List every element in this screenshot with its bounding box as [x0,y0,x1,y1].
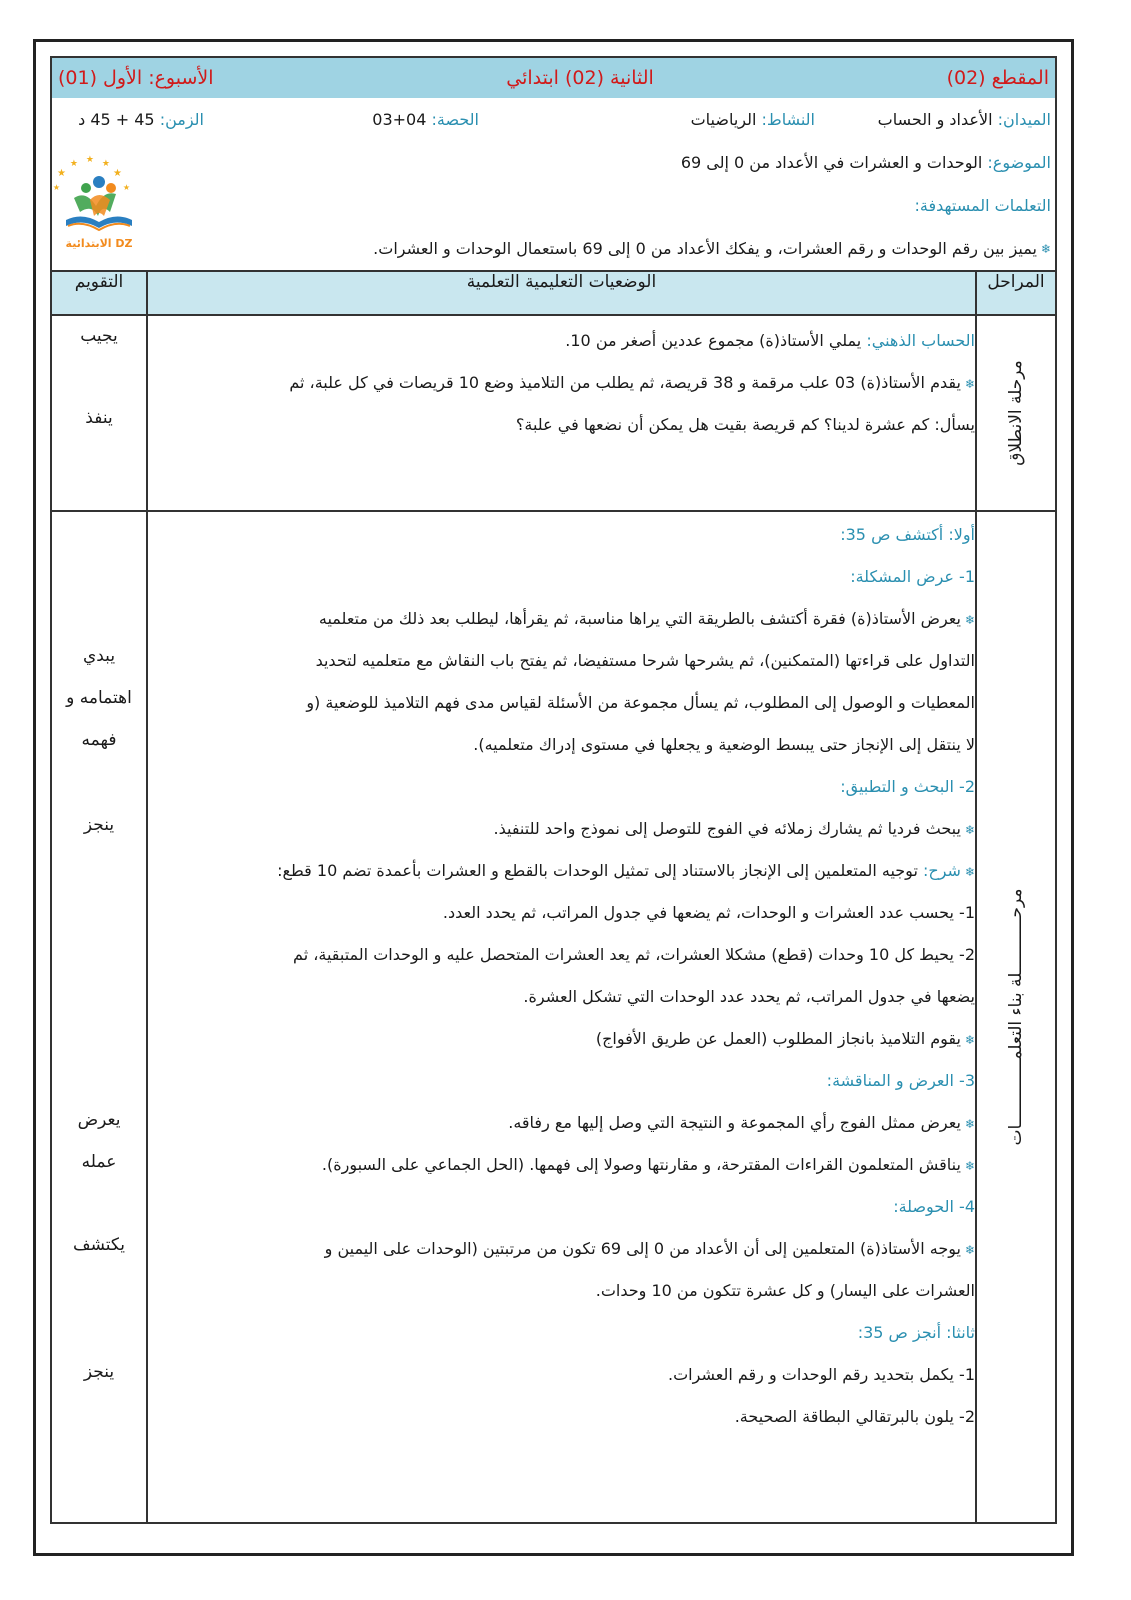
stage-launch-content [147,315,976,511]
snowflake-icon: ❄ [1040,241,1051,256]
svg-text:★: ★ [57,168,66,179]
content-line [148,1144,975,1186]
svg-text:★: ★ [101,159,110,169]
line-text: يعرض الأستاذ(ة) فقرة أكتشف بالطريقة التي يراها مناسبة، ثم يقرأها، ليطلب بعد ذلك من متعلميه [318,609,961,628]
line-text: 1- يحسب عدد العشرات و الوحدات، ثم يضعها في جدول المراتب، ثم يحدد العدد. [442,903,975,922]
line-text: يبحث فرديا ثم يشارك زملائه في الفوج للتوصل إلى نموذج واحد للتنفيذ. [493,819,961,838]
stage-build-name: مرحـــــــــــلة بناء التعلمـــــــــــــات [1006,888,1026,1146]
line-text: المعطيات و الوصول إلى المطلوب، ثم يسأل مجموعة من الأسئلة لقياس مدى فهم التلاميذ للوضعية (و [306,693,975,712]
line-text: العشرات على اليسار) و كل عشرة تتكون من 10 وحدات. [595,1281,975,1300]
stage-build-row [51,511,1056,1523]
col-situations: الوضعيات التعليمية التعلمية [147,271,976,315]
line-text: 1- يكمل بتحديد رقم الوحدات و رقم العشرات. [668,1365,975,1384]
content-line [148,598,975,640]
line-text: توجيه المتعلمين إلى الإنجاز بالاستناد إلى تمثيل الوحدات بالقطع و العشرات بأعمدة تضم 10 قطع: [277,861,923,880]
svg-text:★: ★ [69,159,78,169]
content-line [148,1270,975,1312]
content-line [148,320,975,362]
eval-item: ينفذ [85,408,113,428]
logo-text: الابتدائية DZ [65,237,133,250]
line-text: يوجه الأستاذ(ة) المتعلمين إلى أن الأعداد من 0 إلى 69 تكون من مرتبتين (الوحدات على اليمين و [324,1239,961,1258]
line-text: يقوم التلاميذ بانجاز المطلوب (العمل عن طريق الأفواج) [595,1029,961,1048]
header-banner [50,56,1057,98]
line-text: لا ينتقل إلى الإنجاز حتى يبسط الوضعية و يجعلها في مستوى إدراك متعلميه). [473,735,975,754]
segment-label: المقطع (02) [946,67,1049,89]
section-heading [148,1186,975,1228]
line-text: يسأل: كم عشرة لدينا؟ كم قريصة بقيت هل يمكن أن نضعها في علبة؟ [515,415,975,434]
section-heading [148,514,975,556]
book-children-logo-icon [52,154,142,250]
line-text: 2- البحث و التطبيق: [840,777,975,796]
snowflake-icon: ❄ [964,1159,975,1173]
week-label: الأسبوع: الأول (01) [58,67,214,89]
grade-label: الثانية (02) ابتدائي [506,67,654,89]
svg-text:★: ★ [122,183,130,192]
stage-build-eval [51,511,147,1523]
line-text: أولا: أكتشف ص 35: [840,525,975,544]
content-line [148,682,975,724]
content-line [148,1354,975,1396]
snowflake-icon: ❄ [964,865,975,879]
eval-item: يجيب [80,326,118,346]
school-logo [52,154,142,250]
content-line [148,934,975,976]
domain-field: الميدان: الأعداد و الحساب [877,110,1051,129]
session-field: الحصة: 04+03 [372,110,479,129]
col-stages: المراحل [976,271,1056,315]
snowflake-icon: ❄ [964,377,975,391]
content-line [148,724,975,766]
activity-field: النشاط: الرياضيات [690,110,815,129]
lesson-info [50,98,1057,270]
time-field: الزمن: 45 + 45 د [78,110,204,129]
line-text: يقدم الأستاذ(ة) 03 علب مرقمة و 38 قريصة، ثم يطلب من التلاميذ وضع 10 قريصات في كل علبة، ثم [289,373,961,392]
eval-item: يكتشف [72,1235,125,1255]
content-line [148,1102,975,1144]
line-label: شرح: [922,861,961,880]
eval-item: فهمه [81,730,117,750]
line-text: 2- يحيط كل 10 وحدات (قطع) مشكلا العشرات، ثم يعد العشرات المتحصل عليه و الوحدات المتبقية، ثم [293,945,975,964]
snowflake-icon: ❄ [964,823,975,837]
content-line [148,1396,975,1438]
eval-item: ينجز [83,1362,115,1382]
snowflake-icon: ❄ [964,1117,975,1131]
content-line [148,1228,975,1270]
eval-item: يبدي [82,646,116,666]
content-line [148,1018,975,1060]
line-text: يناقش المتعلمون القراءات المقترحة، و مقارنتها وصولا إلى فهمها. (الحل الجماعي على السبورة). [321,1155,961,1174]
topic-field: الموضوع: الوحدات و العشرات في الأعداد من 0 إلى 69 [680,153,1051,172]
goals-heading: التعلمات المستهدفة: [914,196,1051,215]
content-line [148,976,975,1018]
snowflake-icon: ❄ [964,613,975,627]
lesson-table [50,270,1057,1524]
line-text: 1- عرض المشكلة: [850,567,975,586]
stage-launch-cell [976,315,1056,511]
line-text: يضعها في جدول المراتب، ثم يحدد عدد الوحدات التي تشكل العشرة. [523,987,975,1006]
stage-build-content [147,511,976,1523]
svg-text:★: ★ [113,168,122,179]
svg-text:★: ★ [52,183,60,192]
line-text: 3- العرض و المناقشة: [826,1071,975,1090]
stage-launch-eval [51,315,147,511]
snowflake-icon: ❄ [964,1033,975,1047]
content-line [148,892,975,934]
section-heading [148,1312,975,1354]
eval-item: يعرض [77,1110,121,1130]
lesson-sheet [33,39,1074,1556]
eval-item: عمله [81,1152,117,1172]
goal-item: ❄ يميز بين رقم الوحدات و رقم العشرات، و يفكك الأعداد من 0 إلى 69 باستعمال الوحدات و العشرات. [373,239,1051,258]
section-heading [148,1060,975,1102]
eval-item: اهتمامه و [66,688,132,708]
section-heading [148,766,975,808]
section-heading [148,556,975,598]
table-header-row [51,271,1056,315]
content-line [148,404,975,446]
svg-text:★: ★ [85,155,94,165]
content-line [148,640,975,682]
content-line [148,808,975,850]
line-label: الحساب الذهني: [866,331,975,350]
line-text: يعرض ممثل الفوج رأي المجموعة و النتيجة التي وصل إليها مع رفاقه. [508,1113,961,1132]
content-line [148,850,975,892]
eval-item: ينجز [83,815,115,835]
line-text: 4- الحوصلة: [893,1197,975,1216]
line-text: التداول على قراءتها (المتمكنين)، ثم يشرحها شرحا مستفيضا، ثم يفتح باب النقاش مع متعلميه لتحديد [315,651,975,670]
stage-launch-row [51,315,1056,511]
stage-launch-name: مرحلة الانطلاق [1006,360,1026,466]
snowflake-icon: ❄ [964,1243,975,1257]
line-text: يملي الأستاذ(ة) مجموع عددين أصغر من 10. [565,331,867,350]
line-text: 2- يلون بالبرتقالي البطاقة الصحيحة. [734,1407,975,1426]
content-line [148,362,975,404]
stage-build-cell [976,511,1056,1523]
line-text: ثانثا: أنجز ص 35: [857,1323,975,1342]
col-eval: التقويم [51,271,147,315]
